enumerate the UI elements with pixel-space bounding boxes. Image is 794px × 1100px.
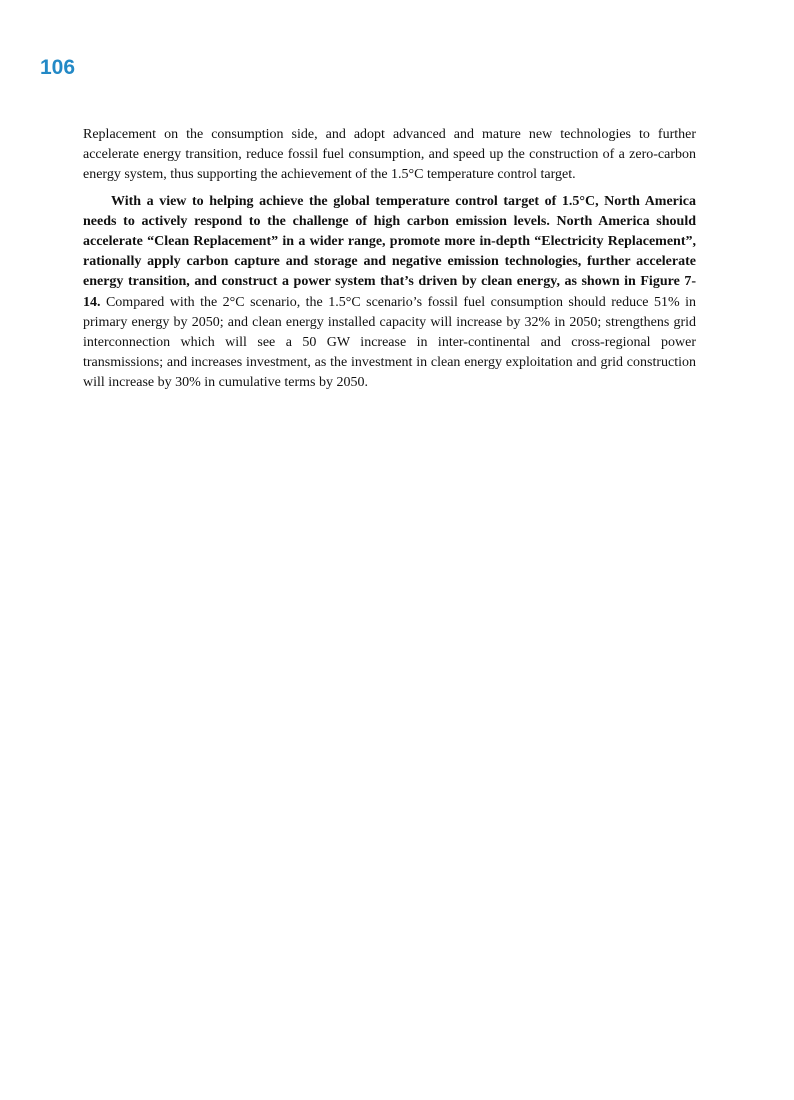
body-text	[83, 125, 696, 400]
paragraph-continuation: Replacement on the consumption side, and adopt advanced and mature new technologies to further accelerate energy transition, reduce fossil fuel consumption, and speed up the construction of a zero-carbon energy system, thus supporting the achievement of the 1.5°C temperature control target.	[83, 127, 696, 183]
paragraph-bold-lead: With a view to helping achieve the global temperature control target of 1.5°C, North America needs to actively respond to the challenge of high carbon emission levels. North America should accelerate “Clean Replacement” in a wider range, promote more in-depth “Electricity Replacement”, rationally apply carbon capture and storage and negative emission technologies, further accelerate energy transition, and construct a power system that’s driven by clean energy, as shown in Figure 7-14.	[83, 193, 696, 310]
paragraph-regular-text: Compared with the 2°C scenario, the 1.5°C scenario’s fossil fuel consumption should reduce 51% in primary energy by 2050; and clean energy installed capacity will increase by 32% in 2050; strengthens grid interconnection which will see a 50 GW increase in inter-continental and cross-regional power transmissions; and increases investment, as the investment in clean energy exploitation and grid construction will increase by 30% in cumulative terms by 2050.	[83, 294, 696, 391]
paragraph-north-america	[83, 192, 696, 394]
page-number: 106	[40, 56, 76, 79]
